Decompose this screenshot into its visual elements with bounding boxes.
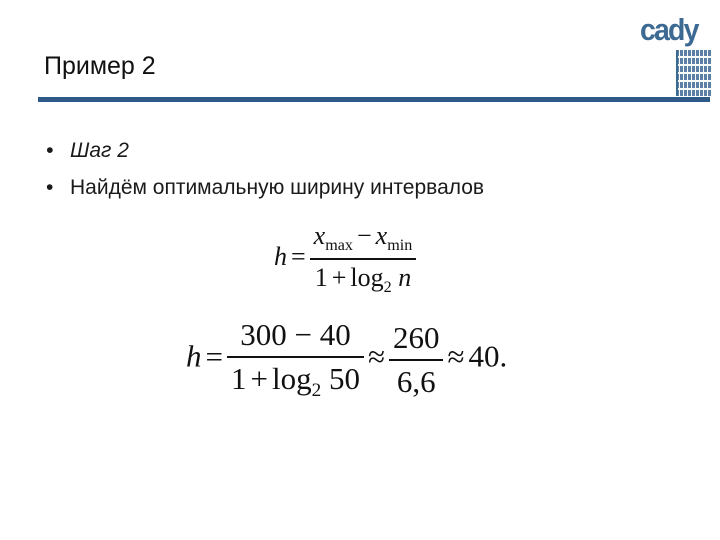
- bullet-task: • Найдём оптимальную ширину интервалов: [46, 169, 484, 206]
- f2-lhs: h: [186, 338, 202, 374]
- f2-result: 40.: [468, 338, 508, 374]
- title-divider: [38, 97, 710, 102]
- slide-title: Пример 2: [44, 52, 156, 80]
- bullet-list: [46, 132, 484, 206]
- formula-calculation: [186, 316, 507, 403]
- f1-fraction: [310, 220, 417, 298]
- logo-wordmark: cady: [640, 12, 698, 47]
- logo-text-lines: [676, 50, 712, 98]
- f1-eq: =: [291, 241, 306, 271]
- bullet-step: • Шаг 2: [46, 132, 484, 169]
- f2-fraction-1: $\frac{300 - 40}{1 + \log_2 50}$: [227, 316, 364, 403]
- f1-denominator: $1 + \log_2 n$: [310, 258, 417, 298]
- f2-eq: =: [205, 338, 223, 374]
- f1-numerator: $x_{max} - x_{min}$: [313, 221, 413, 254]
- f1-lhs: h: [274, 241, 287, 271]
- f2-approx-1: ≈: [367, 338, 385, 374]
- university-logo: [636, 12, 712, 92]
- f2-denominator-1: $1 + \log_2 50$: [227, 356, 364, 403]
- f2-fraction-2: $\frac{260}{6,6}$: [389, 319, 444, 401]
- f2-approx-2: ≈: [447, 338, 465, 374]
- formula-interval-width: [274, 220, 416, 298]
